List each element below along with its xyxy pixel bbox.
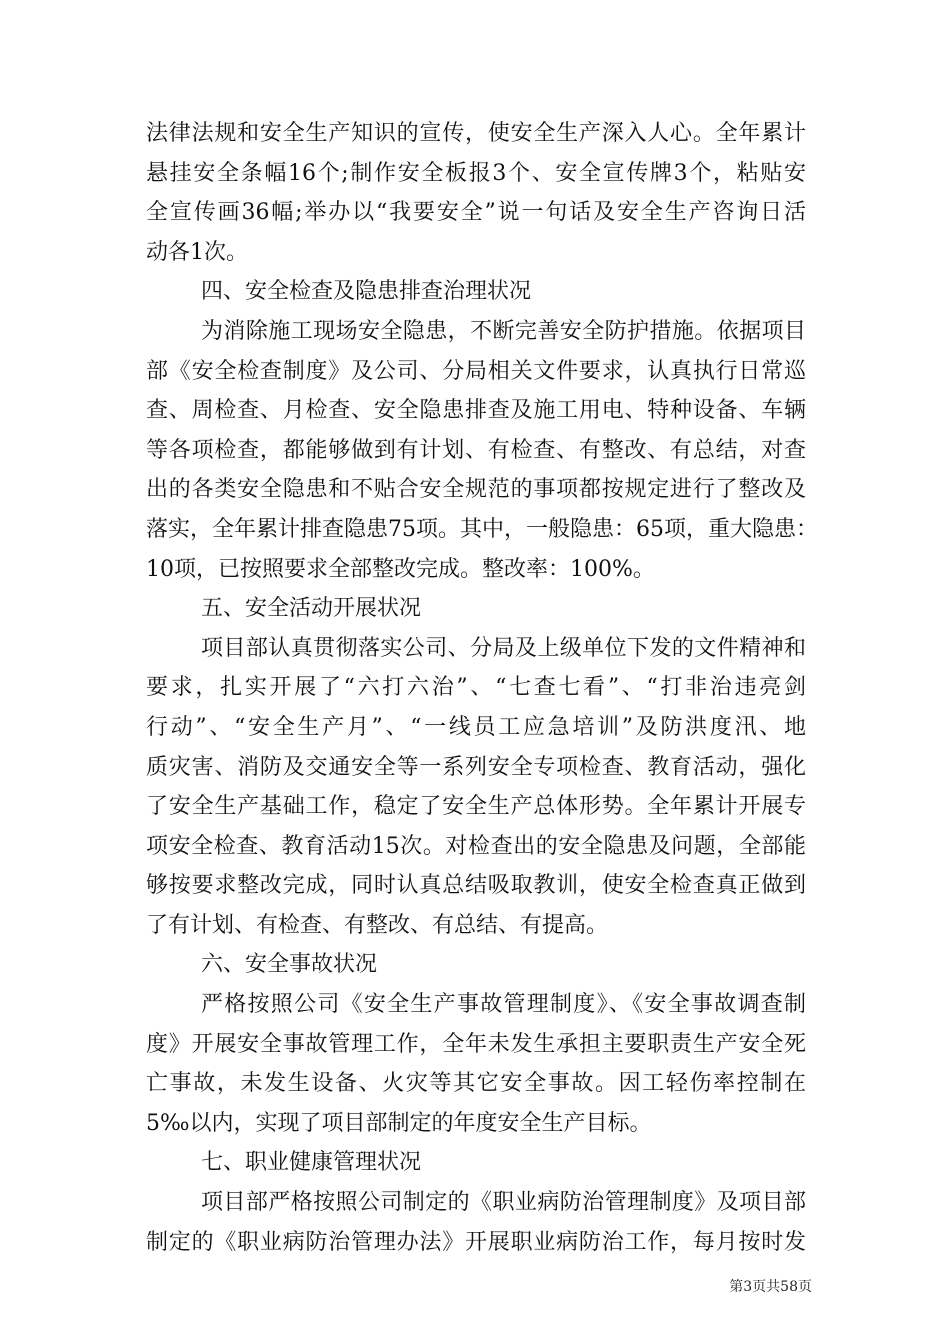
text-line: 全宣传画36幅;举办以“我要安全”说一句话及安全生产咨询日活 (146, 200, 806, 226)
section-heading-5: 五、安全活动开展状况 (201, 596, 422, 622)
text-line: 为消除施工现场安全隐患，不断完善安全防护措施。依据项目 (201, 318, 806, 344)
text-line: 悬挂安全条幅16个;制作安全板报3个、安全宣传牌3个，粘贴安 (146, 160, 806, 186)
body-text (146, 114, 818, 1262)
text-line: 了安全生产基础工作，稳定了安全生产总体形势。全年累计开展专 (146, 794, 806, 820)
page-number: 第3页共58页 (729, 1279, 812, 1295)
text-line: 要求，扎实开展了“六打六治”、“七查七看”、“打非治违亮剑 (146, 675, 806, 701)
text-line: 查、周检查、月检查、安全隐患排查及施工用电、特种设备、车辆 (146, 398, 806, 424)
text-line: 制定的《职业病防治管理办法》开展职业病防治工作，每月按时发 (146, 1229, 806, 1255)
text-line: 项目部严格按照公司制定的《职业病防治管理制度》及项目部 (201, 1190, 806, 1216)
section-heading-7: 七、职业健康管理状况 (201, 1150, 422, 1176)
text-line: 项安全检查、教育活动15次。对检查出的安全隐患及问题，全部能 (146, 833, 806, 859)
text-line: 亡事故，未发生设备、火灾等其它安全事故。因工轻伤率控制在 (146, 1071, 806, 1097)
text-line: 度》开展安全事故管理工作，全年未发生承担主要职责生产安全死 (146, 1031, 806, 1057)
text-line: 法律法规和安全生产知识的宣传，使安全生产深入人心。全年累计 (146, 121, 806, 146)
text-line: 落实，全年累计排查隐患75项。其中，一般隐患：65项，重大隐患： (146, 516, 818, 542)
text-line: 行动”、“安全生产月”、“一线员工应急培训”及防洪度汛、地 (146, 714, 806, 740)
text-line: 项目部认真贯彻落实公司、分局及上级单位下发的文件精神和 (201, 635, 806, 661)
text-line: 动各1次。 (146, 239, 248, 265)
text-line: 出的各类安全隐患和不贴合安全规范的事项都按规定进行了整改及 (146, 477, 806, 503)
text-line: 严格按照公司《安全生产事故管理制度》、《安全事故调查制 (201, 992, 806, 1018)
text-line: 够按要求整改完成，同时认真总结吸取教训，使安全检查真正做到 (146, 873, 806, 899)
text-line: 等各项检查，都能够做到有计划、有检查、有整改、有总结，对查 (146, 437, 806, 463)
section-heading-6: 六、安全事故状况 (201, 952, 378, 978)
text-line: 10项，已按照要求全部整改完成。整改率：100%。 (146, 556, 655, 582)
text-line: 部《安全检查制度》及公司、分局相关文件要求，认真执行日常巡 (146, 358, 806, 384)
text-line: 质灾害、消防及交通安全等一系列安全专项检查、教育活动，强化 (146, 754, 806, 780)
section-heading-4: 四、安全检查及隐患排查治理状况 (201, 279, 532, 305)
text-line: 5‰以内，实现了项目部制定的年度安全生产目标。 (146, 1110, 652, 1136)
text-line: 了有计划、有检查、有整改、有总结、有提高。 (146, 912, 609, 938)
